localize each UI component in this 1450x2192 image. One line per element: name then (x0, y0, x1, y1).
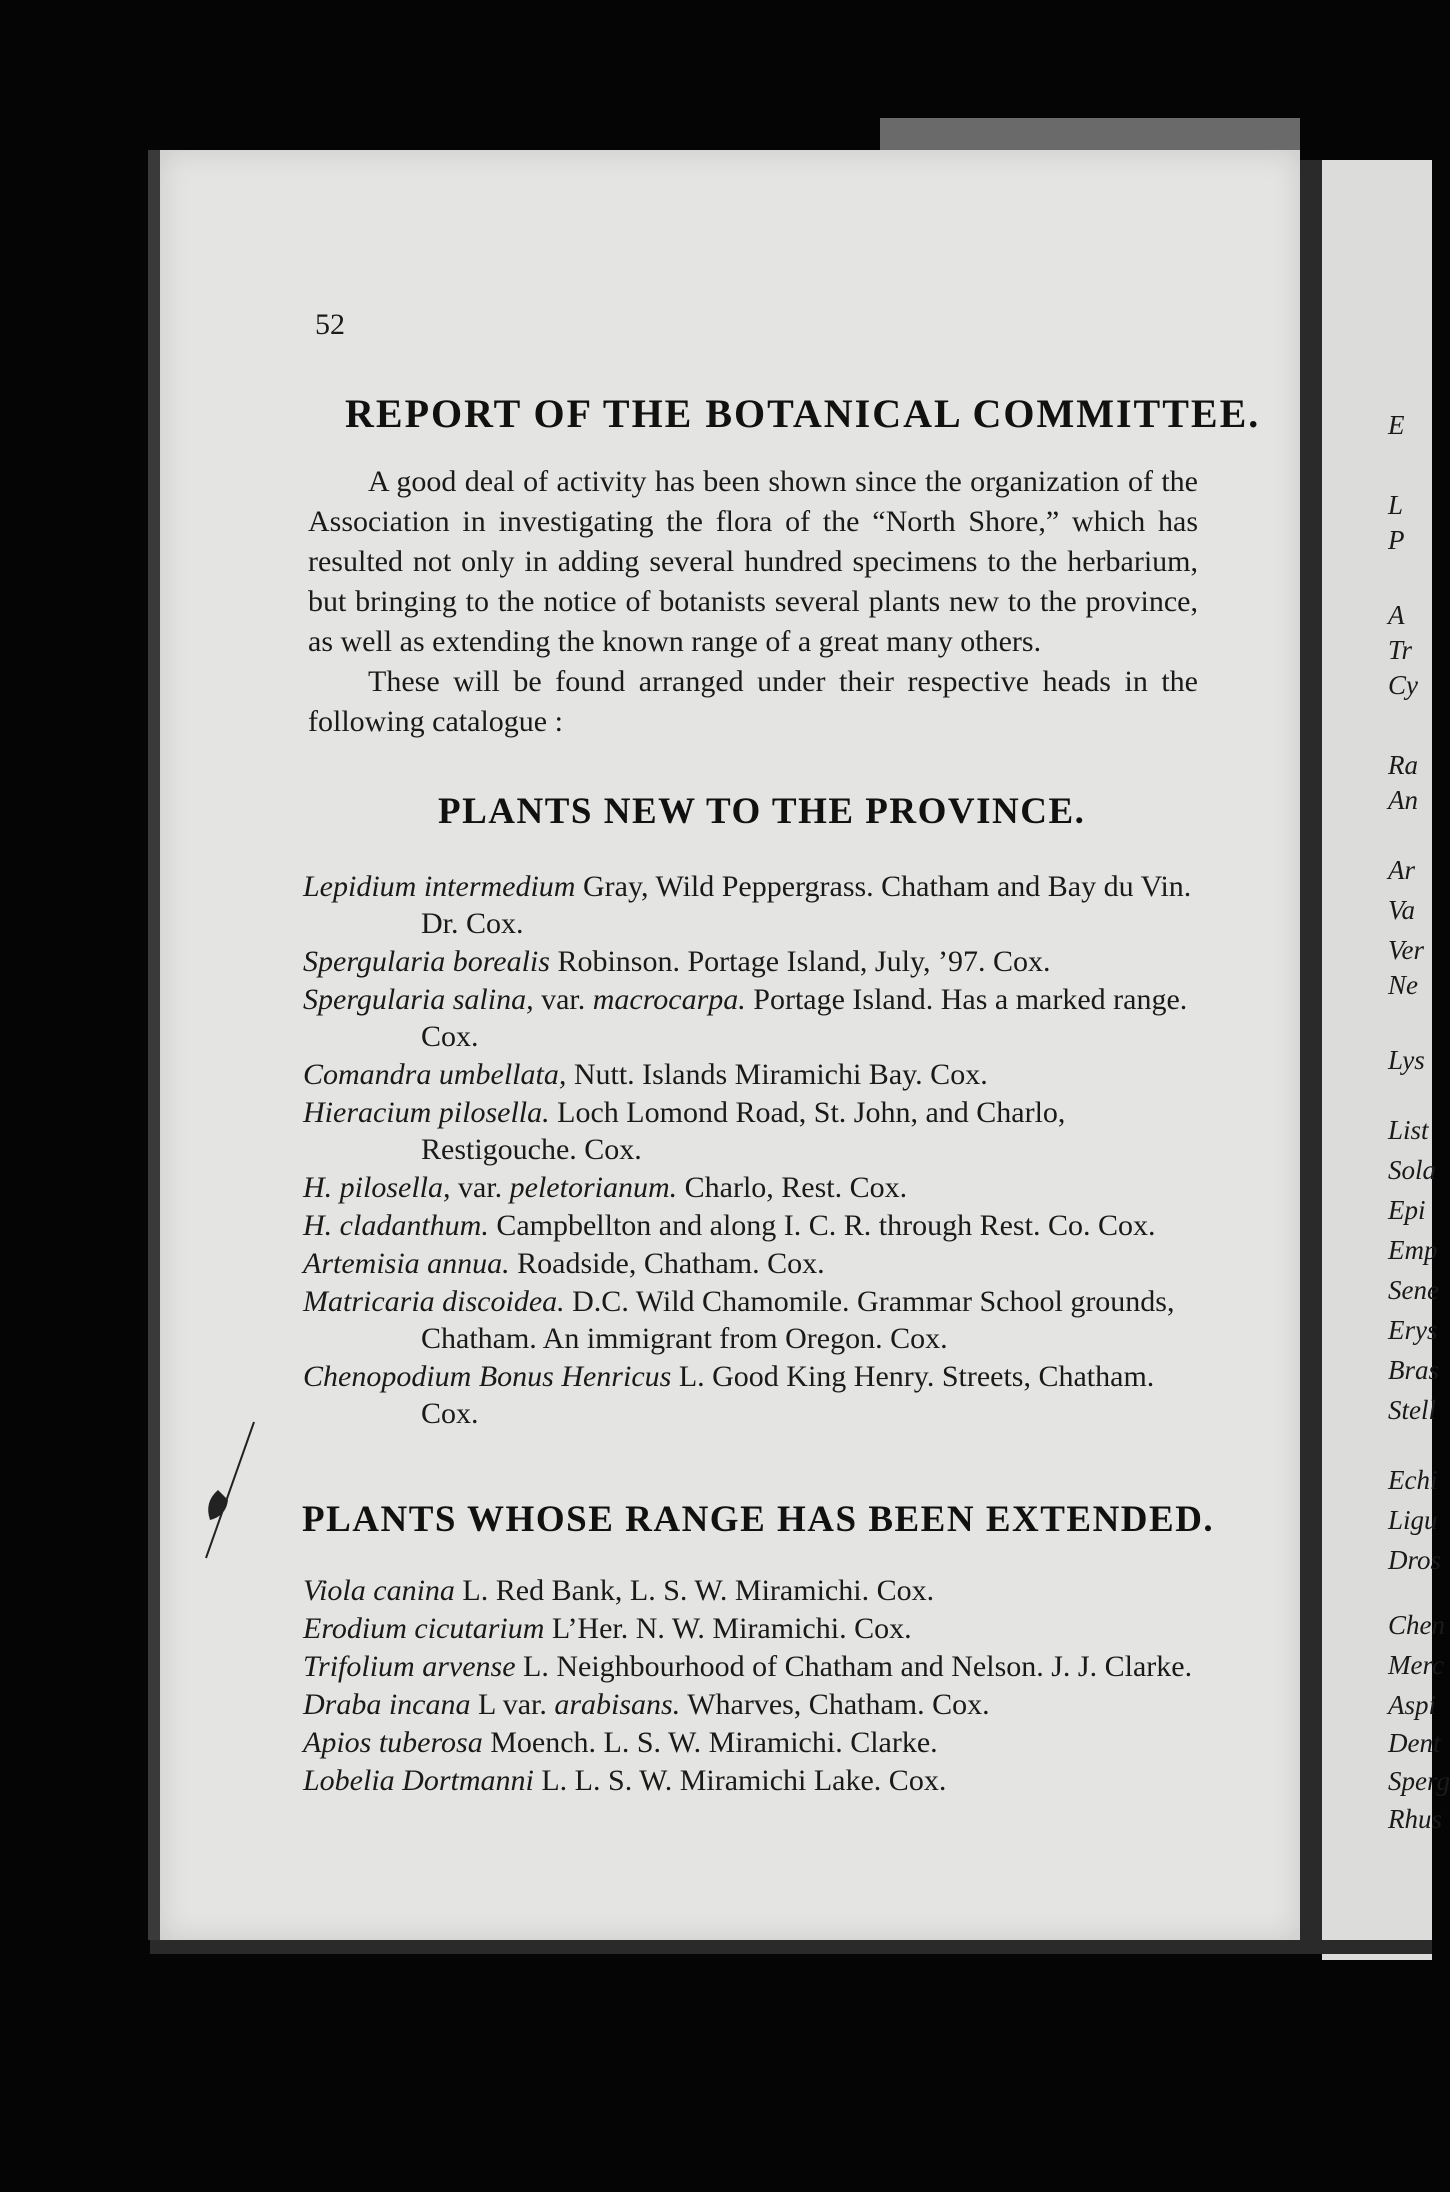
species-name: Matricaria discoidea. (303, 1285, 565, 1318)
variety-name: peletorianum. (509, 1171, 678, 1204)
facing-page-fragment: Lys (1388, 1045, 1425, 1075)
entry-details: Charlo, Rest. Cox. (677, 1171, 908, 1204)
species-name: Apios tuberosa (303, 1726, 483, 1759)
facing-page-fragment: Ne (1388, 970, 1418, 1000)
variety-name: arabisans. (554, 1688, 681, 1721)
facing-page-fragment: Erys (1388, 1315, 1438, 1345)
section-heading-new: PLANTS NEW TO THE PROVINCE. (438, 791, 1086, 832)
species-name: Chenopodium Bonus Henricus (303, 1360, 672, 1393)
facing-page-fragment: Cy (1388, 670, 1418, 700)
species-name: Erodium cicutarium (303, 1612, 545, 1645)
intro-paragraph: These will be found arranged under their respective heads in the following catalogue : (308, 665, 1198, 738)
entry-details: Wharves, Chatham. Cox. (680, 1688, 990, 1721)
species-name: Trifolium arvense (303, 1650, 516, 1683)
facing-page-fragment: List (1388, 1115, 1429, 1145)
facing-page-fragment: P (1388, 525, 1405, 555)
pencil-mark-icon (196, 1420, 256, 1560)
catalogue-entry (303, 1686, 1193, 1723)
bottom-shadow (150, 1940, 1432, 1954)
catalogue-entry (303, 1245, 1193, 1282)
entry-details: Portage Island. Has a marked range. Cox. (421, 983, 1188, 1053)
species-name: Lepidium intermedium (303, 870, 576, 903)
facing-page-fragment: A (1388, 600, 1405, 630)
intro-paragraph: A good deal of activity has been shown since the organization of the Association in investigating the flora of the “North Shore,” which has resulted not only in adding several hundred specimens to the herbarium, but bringing to the notice of botanists several plants new to the province, as well as extending the known range of a great many others. (308, 465, 1198, 658)
intro-text (308, 462, 1198, 742)
facing-page-fragment: Stell (1388, 1395, 1436, 1425)
section-heading-extended: PLANTS WHOSE RANGE HAS BEEN EXTENDED. (302, 1499, 1215, 1540)
entry-details: L. Red Bank, L. S. W. Miramichi. Cox. (454, 1574, 935, 1607)
catalogue-entry (303, 1724, 1193, 1761)
facing-page-fragment: E (1388, 410, 1405, 440)
facing-page-fragment: Sene (1388, 1275, 1439, 1305)
species-name: H. cladanthum. (303, 1209, 489, 1242)
entry-details: var. (533, 983, 593, 1016)
facing-page-fragment: Bras (1388, 1355, 1440, 1385)
catalogue-entry (303, 943, 1193, 980)
facing-page-fragment: Echi (1388, 1465, 1438, 1495)
facing-page-fragment: Merc (1388, 1650, 1444, 1680)
facing-page-fragment: Ra (1388, 750, 1418, 780)
entries-extended-list (303, 1572, 1193, 1800)
book-gutter (1300, 160, 1322, 1950)
page-title: REPORT OF THE BOTANICAL COMMITTEE. (345, 391, 1261, 436)
entries-new-list (303, 868, 1193, 1433)
page-number: 52 (315, 308, 345, 341)
entry-details: var. (450, 1171, 510, 1204)
facing-page-fragment: Dros (1388, 1545, 1442, 1575)
entry-details: Gray, Wild Peppergrass. Chatham and Bay du Vin. Dr. Cox. (421, 870, 1192, 940)
catalogue-entry (303, 1572, 1193, 1609)
catalogue-entry (303, 1056, 1193, 1093)
species-name: Artemisia annua. (303, 1247, 510, 1280)
catalogue-entry (303, 1169, 1193, 1206)
entry-details: Nutt. Islands Miramichi Bay. Cox. (566, 1058, 988, 1091)
facing-page-fragment: Emp (1388, 1235, 1438, 1265)
catalogue-entry (303, 1283, 1193, 1357)
species-name: H. pilosella, (303, 1171, 451, 1204)
facing-page-fragment: Sperg (1388, 1766, 1450, 1796)
species-name: Spergularia borealis (303, 945, 550, 978)
catalogue-entry (303, 868, 1193, 942)
entry-details: L. L. S. W. Miramichi Lake. Cox. (533, 1764, 947, 1797)
catalogue-entry (303, 981, 1193, 1055)
facing-page-fragment: Dent (1388, 1728, 1441, 1758)
species-name: Comandra umbellata, (303, 1058, 567, 1091)
facing-page-fragment: Va (1388, 895, 1415, 925)
facing-page-fragment: Rhus (1388, 1804, 1442, 1834)
species-name: Draba incana (303, 1688, 471, 1721)
entry-details: Robinson. Portage Island, July, ’97. Cox. (549, 945, 1051, 978)
entry-details: L. Neighbourhood of Chatham and Nelson. J. J. Clarke. (515, 1650, 1193, 1683)
species-name: Spergularia salina, (303, 983, 534, 1016)
catalogue-entry (303, 1648, 1193, 1685)
catalogue-entry (303, 1094, 1193, 1168)
entry-details: L’Her. N. W. Miramichi. Cox. (544, 1612, 912, 1645)
catalogue-entry (303, 1207, 1193, 1244)
species-name: Hieracium pilosella. (303, 1096, 550, 1129)
facing-page-fragment: An (1388, 785, 1418, 815)
catalogue-entry (303, 1610, 1193, 1647)
facing-page-fragment: Chen (1388, 1610, 1445, 1640)
facing-page-fragment: Tr (1388, 635, 1413, 665)
facing-page-fragment: L (1388, 490, 1404, 520)
entry-details: Moench. L. S. W. Miramichi. Clarke. (482, 1726, 938, 1759)
species-name: Viola canina (303, 1574, 455, 1607)
variety-name: macrocarpa. (592, 983, 746, 1016)
facing-page-fragment: Ar (1388, 855, 1415, 885)
entry-details: L. Good King Henry. Streets, Chatham. Cox. (421, 1360, 1155, 1430)
entry-details: D.C. Wild Chamomile. Grammar School grounds, Chatham. An immigrant from Oregon. Cox. (421, 1285, 1175, 1355)
facing-page-fragment: Ver (1388, 935, 1424, 965)
facing-page-fragment: Sola (1388, 1155, 1437, 1185)
entry-details: L var. (470, 1688, 555, 1721)
catalogue-entry (303, 1358, 1193, 1432)
entry-details: Roadside, Chatham. Cox. (509, 1247, 825, 1280)
facing-page-fragment: Aspi (1388, 1690, 1437, 1720)
entry-details: Loch Lomond Road, St. John, and Charlo, Restigouche. Cox. (421, 1096, 1066, 1166)
facing-page-fragment: Epi (1388, 1195, 1426, 1225)
catalogue-entry (303, 1762, 1193, 1799)
species-name: Lobelia Dortmanni (303, 1764, 534, 1797)
facing-page-fragment: Ligu (1388, 1505, 1438, 1535)
entry-details: Campbellton and along I. C. R. through Rest. Co. Cox. (488, 1209, 1156, 1242)
